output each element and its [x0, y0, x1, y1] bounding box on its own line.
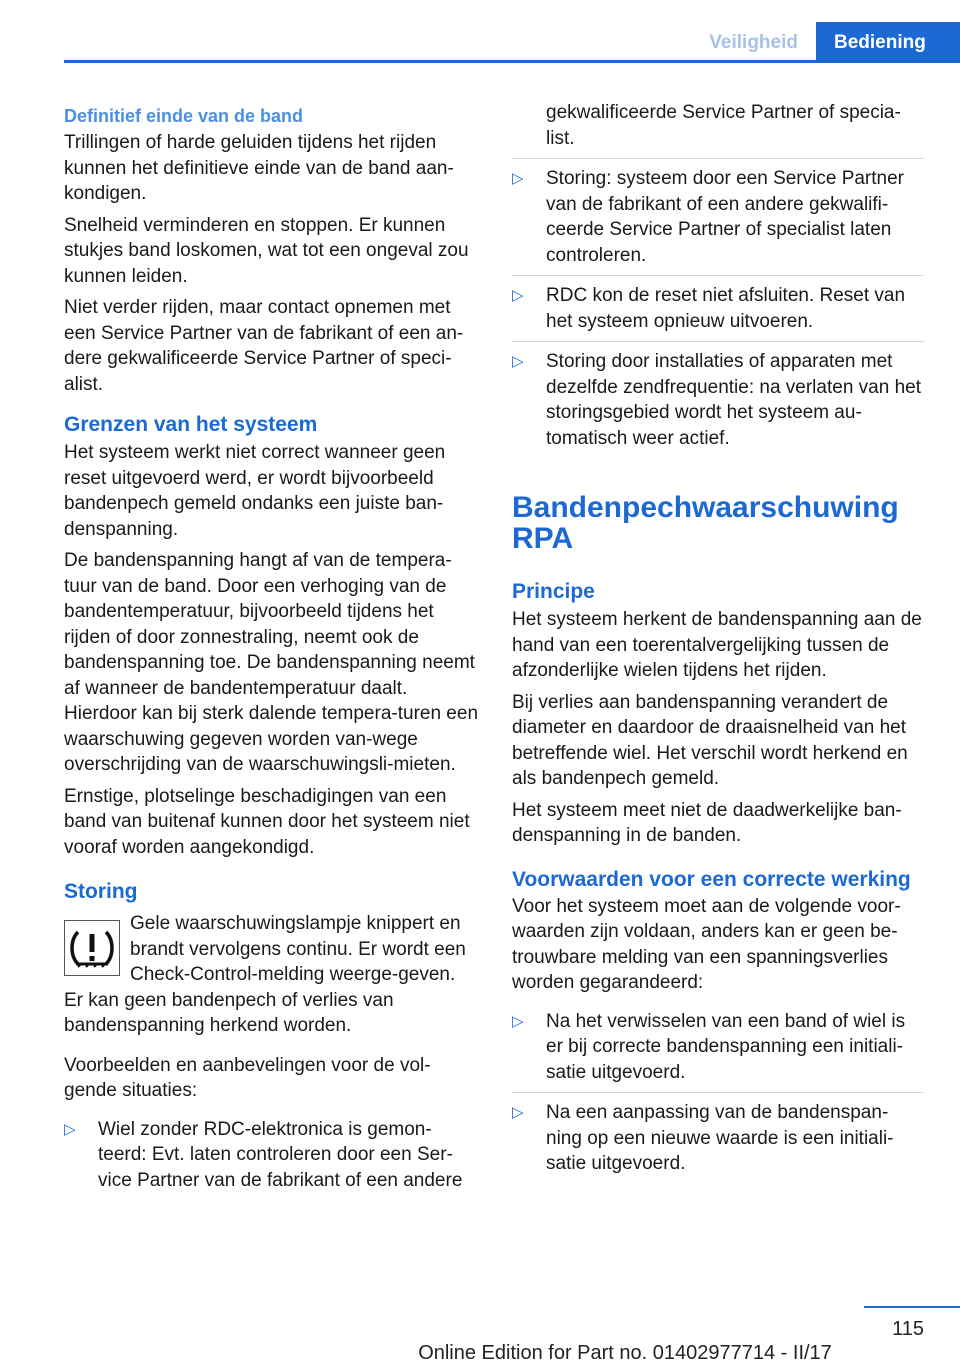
tab-veiligheid[interactable]: Veiligheid	[691, 22, 816, 63]
definitive-paragraph-1: Trillingen of harde geluiden tijdens het rijden kunnen het definitieve einde van de band aan-kondigen.	[64, 132, 454, 204]
fault-warning-block	[64, 911, 478, 1039]
header-rule	[64, 60, 960, 63]
page-number: 115	[892, 1318, 924, 1340]
limits-paragraph-3: Ernstige, plotselinge beschadigingen van een band van buitenaf kunnen door het systeem niet vooraf worden aangekondigd.	[64, 785, 470, 858]
fault-paragraph-1: Gele waarschuwingslampje knippert en brandt vervolgens continu. Er wordt een Check-Control-melding weerge-geven. Er kan geen bandenpech of verlies van bandenspanning herkend worden.	[64, 913, 466, 1036]
rpa-heading: Bandenpechwaarschuwing RPA	[512, 491, 899, 555]
fault-paragraph-2: Voorbeelden en aanbevelingen voor de vol-gende situaties:	[64, 1054, 431, 1101]
conditions-list	[512, 1002, 924, 1184]
principle-paragraph-3: Het systeem meet niet de daadwerkelijke ban-denspanning in de banden.	[512, 799, 902, 846]
principle-paragraph-1: Het systeem herkent de bandenspanning aan de hand van een toerentalvergelijking tussen de afzonderlijke wielen tijdens het rijden.	[512, 609, 922, 681]
principle-paragraph-2: Bij verlies aan bandenspanning verandert de diameter en daardoor de draaisnelheid van het betreffende wiel. Het verschil wordt herkend en als bandenpech gemeld.	[512, 691, 908, 789]
tire-pressure-warning-icon	[64, 920, 120, 976]
limits-heading: Grenzen van het systeem	[64, 413, 318, 436]
principle-heading: Principe	[512, 580, 595, 603]
limits-paragraph-1: Het systeem werkt niet correct wanneer geen reset uitgevoerd werd, er wordt bijvoorbeeld bandenpech gemeld ondanks een juiste ban-denspanning.	[64, 442, 446, 540]
definitive-paragraph-2: Snelheid verminderen en stoppen. Er kunnen stukjes band loskomen, wat tot een ongeval zou kunnen leiden.	[64, 214, 469, 287]
definitive-paragraph-3: Niet verder rijden, maar contact opnemen met een Service Partner van de fabrikant of een an-dere gekwalificeerde Service Partner of speci-alist.	[64, 297, 464, 395]
list-item-continued: gekwalificeerde Service Partner of specia-list.	[512, 100, 924, 159]
triangle-right-icon: ▷	[64, 1120, 76, 1138]
triangle-right-icon: ▷	[512, 170, 524, 187]
page-footer	[0, 1306, 960, 1362]
triangle-right-icon: ▷	[512, 287, 524, 304]
definitive-heading: Definitief einde van de band	[64, 106, 304, 126]
list-item: ▷ Storing: systeem door een Service Partner van de fabrikant of een andere gekwalifi-ceerde Service Partner of specialist laten controleren.	[512, 159, 924, 276]
list-item: ▷ Wiel zonder RDC-elektronica is gemon-teerd: Evt. laten controleren door een Ser-vice Partner van de fabrikant of een andere	[64, 1118, 463, 1191]
tab-bediening[interactable]: Bediening	[816, 22, 960, 63]
triangle-right-icon: ▷	[512, 1012, 524, 1030]
fault-heading: Storing	[64, 880, 138, 903]
list-item: ▷ Storing door installaties of apparaten met dezelfde zendfrequentie: na verlaten van het storingsgebied wordt het systeem au-tomatisch weer actief.	[512, 351, 921, 449]
limits-paragraph-2: De bandenspanning hangt af van de tempera-tuur van de band. Door een verhoging van de bandentemperatuur, bijvoorbeeld tijdens het rijden of door zonnestraling, neemt ook de bandenspanning toe. De bandenspanning neemt af wanneer de bandentemperatuur daalt. Hierdoor kan bij sterk dalende tempera-turen een waarschuwing gegeven worden van-wege overschrijding van de waarschuwingsli-mieten.	[64, 550, 479, 775]
footer-rule	[864, 1306, 960, 1308]
triangle-right-icon: ▷	[512, 353, 524, 370]
list-item: ▷ Na een aanpassing van de bandenspan-ning op een nieuwe waarde is een initiali-satie uitgevoerd.	[512, 1102, 894, 1174]
list-item: ▷ Na het verwisselen van een band of wiel is er bij correcte bandenspanning een initiali-satie uitgevoerd.	[512, 1002, 924, 1094]
fault-list-left	[64, 1110, 478, 1201]
edition-line: Online Edition for Part no. 01402977714 - II/17	[418, 1342, 832, 1362]
section-tabs	[691, 22, 960, 63]
conditions-paragraph-1: Voor het systeem moet aan de volgende voor-waarden zijn voldaan, anders kan er geen be-trouwbare melding van een spanningsverlies worden gegarandeerd:	[512, 895, 901, 993]
triangle-right-icon: ▷	[512, 1104, 524, 1121]
fault-list-right	[512, 100, 924, 458]
conditions-heading: Voorwaarden voor een correcte werking	[512, 867, 911, 891]
right-column	[512, 100, 924, 1184]
left-column	[64, 104, 478, 1200]
list-item: ▷ RDC kon de reset niet afsluiten. Reset van het systeem opnieuw uitvoeren.	[512, 276, 924, 342]
